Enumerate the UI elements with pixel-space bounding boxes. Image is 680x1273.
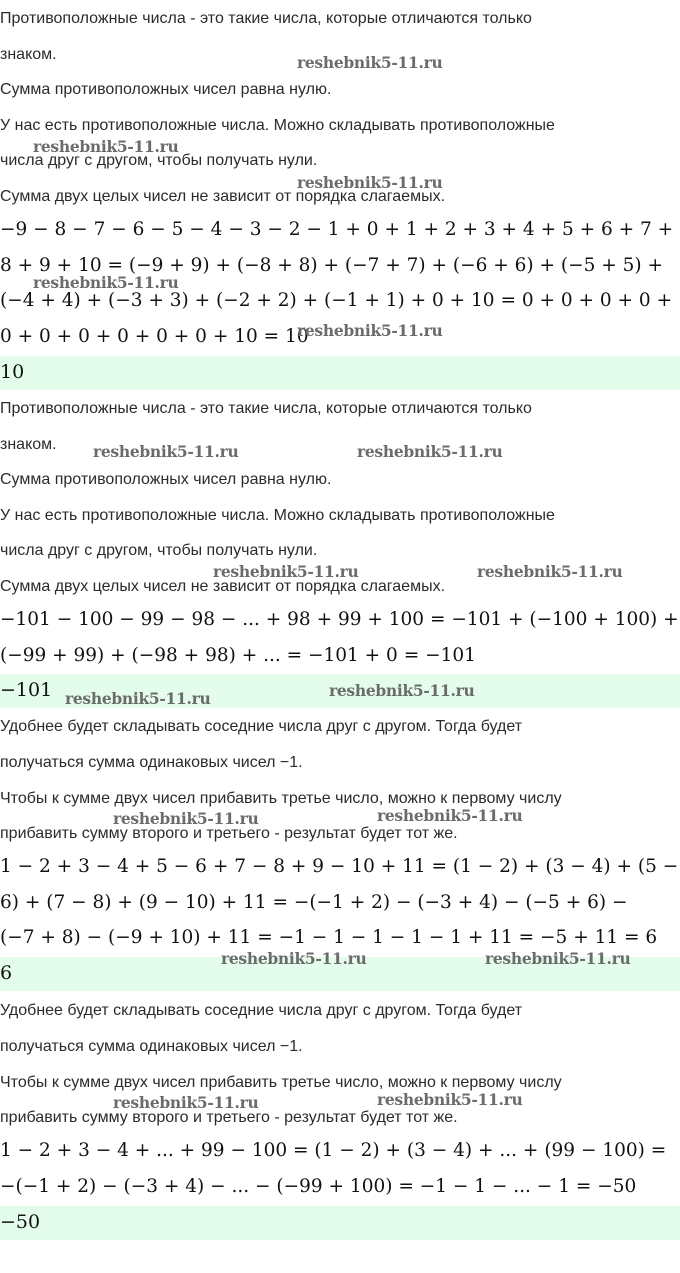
text-line: Сумма двух целых чисел не зависит от порядка слагаемых. (0, 578, 446, 595)
watermark: reshebnik5-11.ru (213, 562, 359, 581)
text-line: прибавить сумму второго и третьего - результат будет тот же. (0, 825, 458, 842)
text-line: получаться сумма одинаковых чисел −1. (0, 754, 303, 771)
watermark: reshebnik5-11.ru (65, 689, 211, 708)
text-line: знаком. (0, 46, 57, 63)
watermark: reshebnik5-11.ru (329, 681, 475, 700)
text-line: Удобнее будет складывать соседние числа друг с другом. Тогда будет (0, 718, 523, 735)
watermark: reshebnik5-11.ru (297, 173, 443, 192)
text-line: получаться сумма одинаковых чисел −1. (0, 1038, 303, 1055)
math-line: −101 − 100 − 99 − 98 − ... + 98 + 99 + 100 = −101 + (−100 + 100) + (0, 609, 679, 630)
math-line: 8 + 9 + 10 = (−9 + 9) + (−8 + 8) + (−7 + 7) + (−6 + 6) + (−5 + 5) + (0, 255, 663, 276)
math-line: −9 − 8 − 7 − 6 − 5 − 4 − 3 − 2 − 1 + 0 + 1 + 2 + 3 + 4 + 5 + 6 + 7 + (0, 219, 674, 240)
watermark: reshebnik5-11.ru (221, 949, 367, 968)
text-line: числа друг с другом, чтобы получать нули. (0, 152, 318, 169)
math-line: 0 + 0 + 0 + 0 + 0 + 0 + 10 = 10 (0, 326, 309, 347)
math-line: (−7 + 8) − (−9 + 10) + 11 = −1 − 1 − 1 − 1 − 1 + 11 = −5 + 11 = 6 (0, 927, 658, 948)
text-line: Противоположные числа - это такие числа, которые отличаются только (0, 400, 532, 417)
text-line: Сумма двух целых чисел не зависит от порядка слагаемых. (0, 188, 446, 205)
math-line: 1 − 2 + 3 − 4 + 5 − 6 + 7 − 8 + 9 − 10 + 11 = (1 − 2) + (3 − 4) + (5 − (0, 856, 679, 877)
text-line: У нас есть противоположные числа. Можно складывать противоположные (0, 507, 555, 524)
watermark: reshebnik5-11.ru (477, 562, 623, 581)
answer-value: −50 (0, 1211, 41, 1233)
watermark: reshebnik5-11.ru (485, 949, 631, 968)
watermark: reshebnik5-11.ru (33, 273, 179, 292)
watermark: reshebnik5-11.ru (113, 809, 259, 828)
text-line: Сумма противоположных чисел равна нулю. (0, 81, 332, 98)
text-line: Чтобы к сумме двух чисел прибавить третье число, можно к первому числу (0, 1074, 562, 1091)
text-line: Сумма противоположных чисел равна нулю. (0, 471, 332, 488)
text-line: Противоположные числа - это такие числа, которые отличаются только (0, 10, 532, 27)
text-line: Чтобы к сумме двух чисел прибавить третье число, можно к первому числу (0, 790, 562, 807)
watermark: reshebnik5-11.ru (93, 442, 239, 461)
watermark: reshebnik5-11.ru (357, 442, 503, 461)
watermark: reshebnik5-11.ru (377, 1090, 523, 1109)
answer-value: −101 (0, 679, 53, 701)
math-line: (−99 + 99) + (−98 + 98) + ... = −101 + 0 = −101 (0, 645, 476, 666)
text-line: прибавить сумму второго и третьего - результат будет тот же. (0, 1109, 458, 1126)
watermark: reshebnik5-11.ru (33, 137, 179, 156)
text-line: Удобнее будет складывать соседние числа друг с другом. Тогда будет (0, 1002, 523, 1019)
math-line: −(−1 + 2) − (−3 + 4) − ... − (−99 + 100) = −1 − 1 − ... − 1 = −50 (0, 1176, 637, 1197)
math-line: 6) + (7 − 8) + (9 − 10) + 11 = −(−1 + 2) − (−3 + 4) − (−5 + 6) − (0, 892, 628, 913)
watermark: reshebnik5-11.ru (377, 806, 523, 825)
answer-box (0, 356, 680, 390)
math-line: 1 − 2 + 3 − 4 + ... + 99 − 100 = (1 − 2) + (3 − 4) + ... + (99 − 100) = (0, 1140, 667, 1161)
text-line: У нас есть противоположные числа. Можно складывать противоположные (0, 117, 555, 134)
answer-value: 10 (0, 361, 25, 383)
watermark: reshebnik5-11.ru (113, 1093, 259, 1112)
math-line: (−4 + 4) + (−3 + 3) + (−2 + 2) + (−1 + 1) + 0 + 10 = 0 + 0 + 0 + 0 + (0, 290, 673, 311)
watermark: reshebnik5-11.ru (297, 321, 443, 340)
text-line: знаком. (0, 436, 57, 453)
watermark: reshebnik5-11.ru (297, 53, 443, 72)
text-line: числа друг с другом, чтобы получать нули. (0, 542, 318, 559)
answer-box (0, 1206, 680, 1240)
answer-value: 6 (0, 962, 13, 984)
